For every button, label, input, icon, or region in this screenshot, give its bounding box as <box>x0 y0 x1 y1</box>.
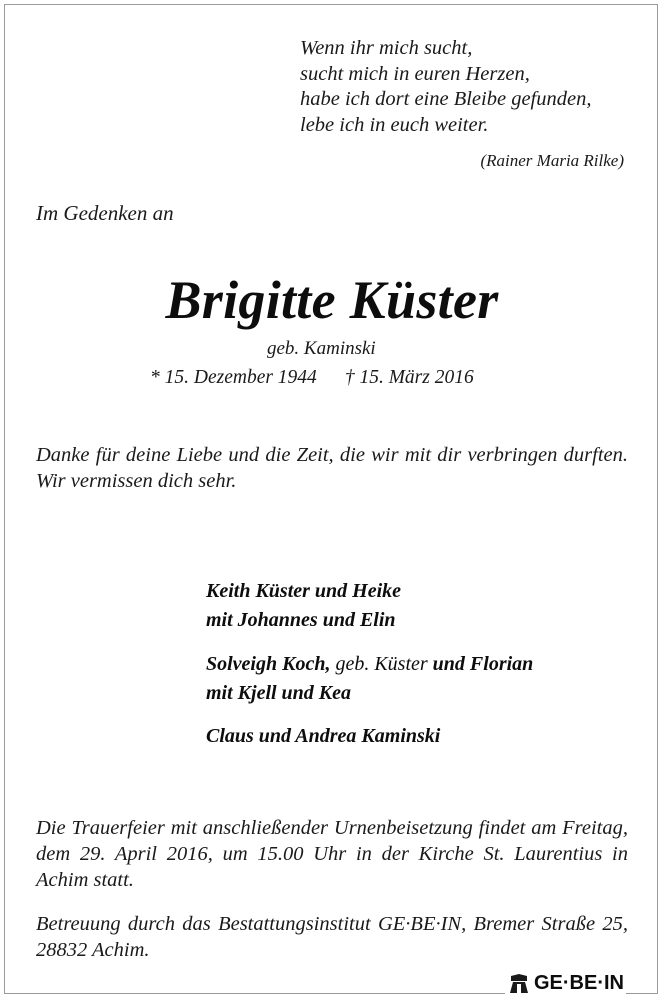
family-group-keith <box>206 577 401 635</box>
family-line: Claus und Andrea Kaminski <box>206 725 441 747</box>
poem <box>300 36 591 138</box>
death-date: † 15. März 2016 <box>344 367 474 388</box>
poem-line: lebe ich in euch weiter. <box>300 113 489 136</box>
family-member-nee: geb. Küster <box>335 653 428 675</box>
poem-line: Wenn ihr mich sucht, <box>300 37 473 59</box>
deceased-name: Brigitte Küster <box>165 270 499 330</box>
poem-line: sucht mich in euren Herzen, <box>300 62 530 85</box>
memorial-intro: Im Gedenken an <box>36 201 174 225</box>
funeral-service-text: Die Trauerfeier mit anschließender Urnenbeisetzung findet am Freitag, dem 29. April 2016, um 15.00 Uhr in der Kirche St. Laurentius in Achim statt. <box>36 817 628 891</box>
family-member-partner: und Florian <box>432 653 534 675</box>
family-member-name: Solveigh Koch, <box>206 653 331 675</box>
family-line: mit Johannes und Elin <box>206 609 396 631</box>
birth-date: * 15. Dezember 1944 <box>150 367 317 388</box>
family-line: mit Kjell und Kea <box>206 682 352 704</box>
family-line: Keith Küster und Heike <box>206 580 402 602</box>
thanks-text: Danke für deine Liebe und die Zeit, die wir mit dir verbringen durften. Wir vermissen dich sehr. <box>36 444 628 492</box>
gebein-logo-icon <box>507 973 531 995</box>
family-group-solveigh <box>206 650 533 708</box>
poem-author: (Rainer Maria Rilke) <box>480 151 624 170</box>
family-group-claus <box>206 722 440 751</box>
logo-text: GE·BE·IN <box>534 972 624 994</box>
poem-line: habe ich dort eine Bleibe gefunden, <box>300 88 592 110</box>
family-line <box>206 650 533 679</box>
maiden-name: geb. Kaminski <box>267 338 376 359</box>
funeral-home-logo <box>505 972 626 995</box>
funeral-home-text: Betreuung durch das Bestattungsinstitut GE·BE·IN, Bremer Straße 25, 28832 Achim. <box>36 913 628 961</box>
life-dates <box>150 367 474 389</box>
